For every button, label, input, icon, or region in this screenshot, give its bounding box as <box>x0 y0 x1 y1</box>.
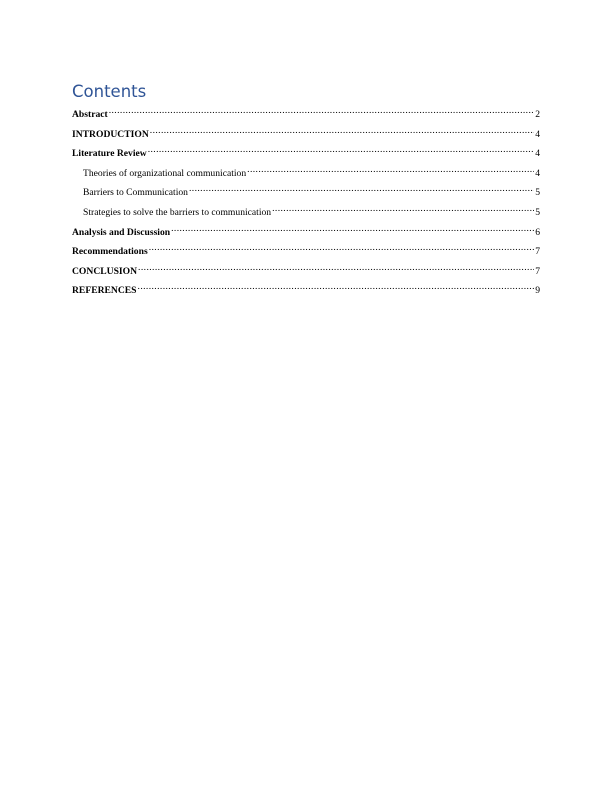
toc-dot-leader <box>149 242 535 254</box>
toc-page-number: 4 <box>535 167 540 179</box>
toc-entry-title: CONCLUSION <box>72 265 138 277</box>
toc-entry-references[interactable] <box>72 281 540 297</box>
toc-page-number: 5 <box>535 187 540 199</box>
toc-entry-title: Strategies to solve the barriers to communication <box>83 206 272 218</box>
toc-page-number: 7 <box>535 246 540 258</box>
toc-heading: Contents <box>72 82 147 101</box>
toc-entry-title: Recommendations <box>72 246 148 258</box>
toc-entry-theories[interactable] <box>72 164 540 179</box>
toc-dot-leader <box>150 125 534 137</box>
toc-dot-leader <box>138 262 534 274</box>
toc-entry-barriers[interactable] <box>72 183 540 199</box>
toc-entry-title: INTRODUCTION <box>72 128 149 140</box>
toc-entry-title: Literature Review <box>72 148 147 160</box>
toc-page-number: 6 <box>535 226 540 238</box>
toc-entry-literature-review[interactable] <box>72 144 540 160</box>
toc-page-number: 4 <box>535 148 540 160</box>
toc-dot-leader <box>109 105 535 117</box>
toc-entry-strategies[interactable] <box>72 203 540 218</box>
toc-page-number: 2 <box>535 109 540 120</box>
toc-entry-abstract[interactable] <box>72 105 540 120</box>
toc-entry-title: Barriers to Communication <box>83 187 188 199</box>
toc-dot-leader <box>148 144 535 156</box>
toc-page-number: 7 <box>535 265 540 277</box>
toc-entry-title: REFERENCES <box>72 285 137 297</box>
toc-entry-recommendations[interactable] <box>72 242 540 258</box>
toc-entry-title: Abstract <box>72 109 108 120</box>
toc-page-number: 9 <box>535 285 540 297</box>
toc-dot-leader <box>171 223 534 235</box>
toc-dot-leader <box>138 281 535 293</box>
toc-page-number: 5 <box>535 206 540 218</box>
toc-dot-leader <box>272 203 534 215</box>
toc-page-number: 4 <box>535 128 540 140</box>
toc-dot-leader <box>189 183 534 195</box>
toc-entry-analysis[interactable] <box>72 223 540 238</box>
toc-entry-conclusion[interactable] <box>72 262 540 277</box>
table-of-contents <box>72 82 540 301</box>
toc-list <box>72 105 540 297</box>
toc-entry-title: Theories of organizational communication <box>83 167 247 179</box>
toc-entry-introduction[interactable] <box>72 125 540 140</box>
toc-dot-leader <box>247 164 534 176</box>
toc-entry-title: Analysis and Discussion <box>72 226 171 238</box>
